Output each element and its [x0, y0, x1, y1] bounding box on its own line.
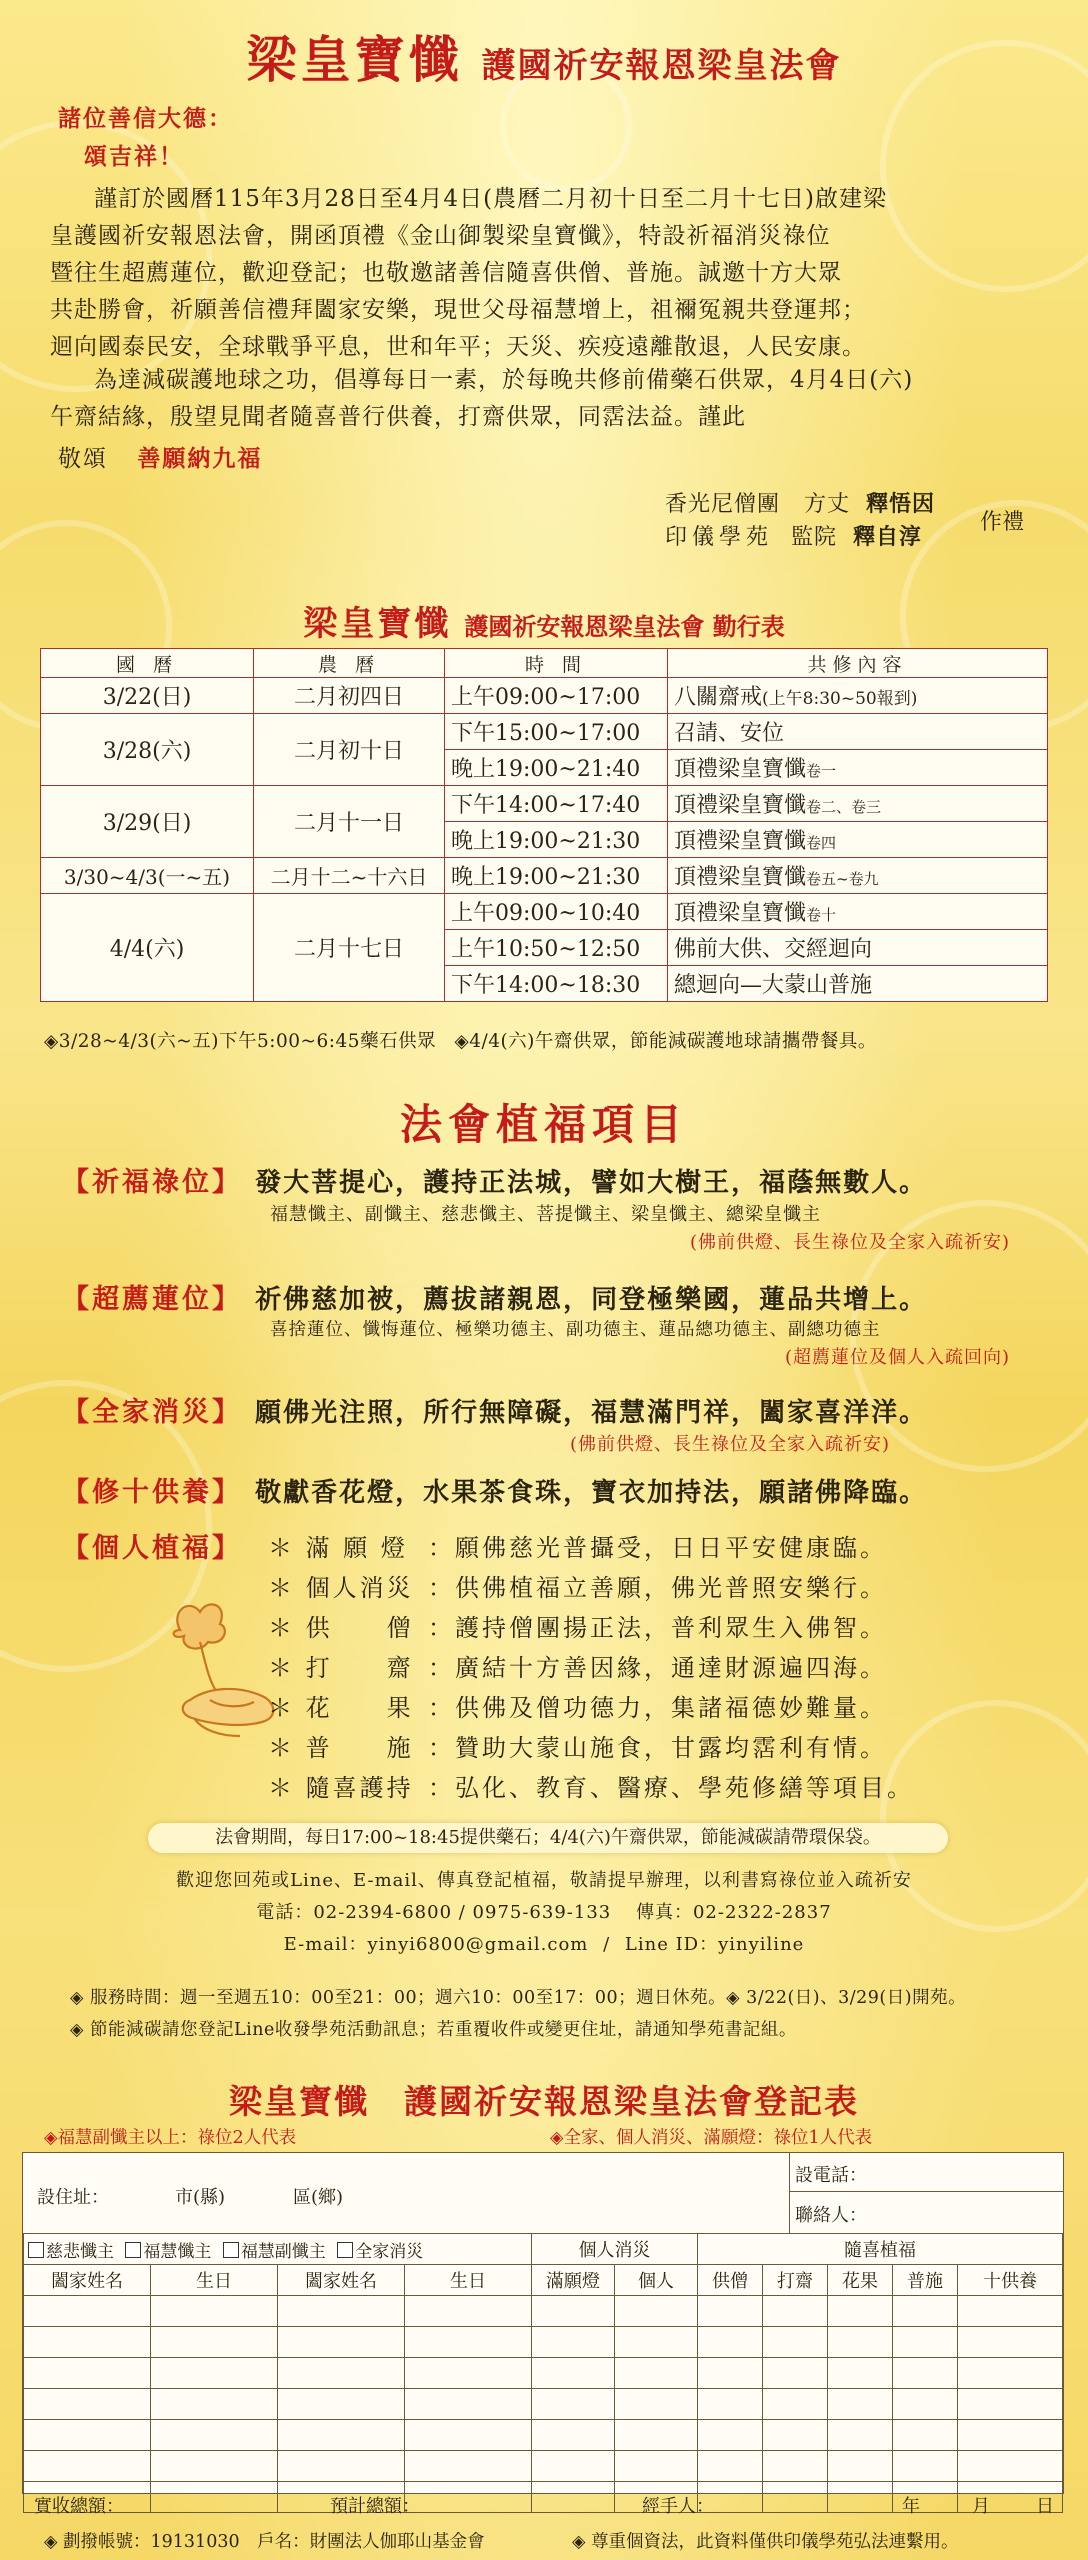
table-row [41, 894, 1048, 930]
cell-content: 頂禮梁皇寶懺卷四 [668, 822, 1048, 858]
cell-lunar: 二月十二~十六日 [254, 858, 445, 894]
contact-online: E-mail：yinyi6800@gmail.com / Line ID：yinyiline [283, 1934, 805, 1955]
table-row [41, 678, 1048, 714]
cell-time: 上午09:00~17:00 [445, 678, 668, 714]
closing-wish: 善願納九福 [137, 445, 263, 472]
list-item: ＊ 滿 願 燈 ：願佛慈光普攝受，日日平安健康臨。 [268, 1534, 887, 1562]
personal-label: 【個人植福】 [62, 1533, 242, 1564]
merit-item [62, 1160, 1052, 1199]
cell-content: 佛前大供、交經迴向 [668, 930, 1048, 966]
page-subtitle: 護國祈安報恩梁皇法會 [481, 46, 842, 86]
column-header: 個人 [615, 2265, 698, 2296]
cell-gregorian: 4/4(六) [41, 894, 254, 1002]
phone-link[interactable]: 02-2394-6800 / 0975-639-133 [313, 1902, 612, 1923]
schedule-title: 梁皇寶懺 [303, 604, 452, 644]
register-heading [0, 2076, 1088, 2123]
merit-item-note: (佛前供燈、長生祿位及全家入疏祈安) [689, 1232, 1010, 1253]
column-header: 生日 [151, 2265, 278, 2296]
schedule-subtitle: 護國祈安報恩梁皇法會 勤行表 [464, 612, 785, 641]
merit-item-text: 祈佛慈加被，薦拔諸親恩，同登極樂國，蓮品共增上。 [255, 1285, 928, 1315]
sign-org: 香光尼僧團 [665, 492, 781, 517]
merit-item-text: 願佛光注照，所行無障礙，福慧滿門祥，闔家喜洋洋。 [255, 1398, 928, 1428]
list-item: ＊ 花 果 ：供佛及僧功德力，集諸福德妙難量。 [268, 1694, 887, 1722]
totals-row [22, 2492, 1062, 2522]
list-item: ＊ 打 齋 ：廣結十方善因緣，通達財源遍四海。 [268, 1654, 887, 1682]
letter-line: 迴向國泰民安，全球戰爭平息，世和年平；天災、疾疫遠離散退，人民安康。 [50, 334, 866, 360]
estimate-label: 預計總額： [330, 2496, 420, 2517]
cell-time: 晚上19:00~21:30 [445, 858, 668, 894]
handler-label: 經手人： [642, 2496, 714, 2517]
merit-item-text: 敬獻香花燈，水果茶食珠，寶衣加持法，願諸佛降臨。 [255, 1478, 928, 1508]
cell-content: 頂禮梁皇寶懺卷一 [668, 750, 1048, 786]
letter-line: 共赴勝會，祈願善信禮拜闔家安樂，現世父母福慧增上，祖禰冤親共登運邦； [50, 297, 866, 323]
contact-phones: 電話：02-2394-6800 / 0975-639-133 傳真：02-2322-2837 [256, 1902, 832, 1923]
column-header: 供僧 [698, 2265, 763, 2296]
table-row [41, 858, 1048, 894]
checkbox-option[interactable]: 福慧懺主 [125, 2242, 211, 2262]
cell-time: 晚上19:00~21:40 [445, 750, 668, 786]
footnote: ◈3/28~4/3(六~五)下午5:00~6:45藥石供眾 [44, 1031, 437, 1052]
group-header: 隨喜植福 [698, 2234, 1063, 2265]
register-rule: ◈全家、個人消災、滿願燈：祿位1人代表 [550, 2128, 873, 2148]
letter-paragraph-2 [50, 362, 1050, 436]
contact-person-label: 聯絡人： [795, 2205, 867, 2226]
register-rule: ◈福慧副懺主以上：祿位2人代表 [44, 2128, 297, 2148]
cell-content: 頂禮梁皇寶懺卷二、卷三 [668, 786, 1048, 822]
cell-lunar: 二月十一日 [254, 786, 445, 858]
table-row[interactable] [24, 2389, 1063, 2420]
phone-field-label: 設電話： [795, 2165, 867, 2186]
email-link[interactable]: yinyi6800@gmail.com [367, 1934, 589, 1955]
letter-paragraph-1 [50, 181, 1050, 366]
cell-time: 上午09:00~10:40 [445, 894, 668, 930]
column-header: 普施 [893, 2265, 958, 2296]
blessing: 頌吉祥！ [84, 143, 184, 170]
table-row[interactable] [24, 2327, 1063, 2358]
schedule-heading [0, 596, 1088, 645]
table-row[interactable] [24, 2420, 1063, 2451]
column-header: 共修內容 [668, 649, 1048, 678]
cell-lunar: 二月初四日 [254, 678, 445, 714]
checkbox[interactable] [125, 2242, 141, 2258]
column-header: 闔家姓名 [278, 2265, 405, 2296]
sign-action: 作禮 [980, 510, 1025, 535]
column-header: 十供養 [958, 2265, 1063, 2296]
checkbox[interactable] [223, 2242, 239, 2258]
column-header: 闔家姓名 [24, 2265, 151, 2296]
total-label: 實收總額： [34, 2496, 124, 2517]
date-year: 年 [902, 2496, 920, 2517]
closing-label: 敬頌 [58, 446, 108, 472]
signature-block [665, 488, 935, 554]
cell-gregorian: 3/28(六) [41, 714, 254, 786]
merit-item-label: 【超薦蓮位】 [62, 1284, 242, 1315]
merit-item [62, 1390, 1052, 1429]
merit-item-label: 【修十供養】 [62, 1477, 242, 1508]
merit-item-label: 【祈福祿位】 [62, 1167, 242, 1198]
merit-heading [0, 1092, 1088, 1152]
service-hours: ◈ 服務時間：週一至週五10：00至21：00；週六10：00至17：00；週日休苑。◈ 3/22(日)、3/29(日)開苑。 [70, 1988, 967, 2008]
merit-item-note: (佛前供燈、長生祿位及全家入疏祈安) [570, 1434, 891, 1455]
checkbox-option[interactable]: 全家消災 [337, 2242, 423, 2262]
cell-content: 召請、安位 [668, 714, 1048, 750]
column-header: 滿願燈 [532, 2265, 615, 2296]
cell-time: 上午10:50~12:50 [445, 930, 668, 966]
schedule-footnotes [44, 1027, 877, 1053]
column-header: 時 間 [445, 649, 668, 678]
column-header: 打齋 [763, 2265, 828, 2296]
contact-line: 歡迎您回苑或Line、E-mail、傳真登記植福，敬請提早辦理，以利書寫祿位並入疏祈安 [176, 1870, 912, 1891]
date-month: 月 [972, 2496, 990, 2517]
fax-number: 02-2322-2837 [692, 1902, 832, 1923]
cell-content: 八關齋戒(上午8:30~50報到) [668, 678, 1048, 714]
address-section [23, 2153, 1063, 2234]
list-item: ＊ 普 施 ：贊助大蒙山施食，甘露均霑利有情。 [268, 1734, 887, 1762]
sign-title: 監院 [791, 525, 838, 550]
cell-time: 下午15:00~17:00 [445, 714, 668, 750]
list-item: ＊ 個人消災 ：供佛植福立善願，佛光普照安樂行。 [268, 1574, 887, 1602]
cell-content: 頂禮梁皇寶懺卷十 [668, 894, 1048, 930]
column-header: 生日 [405, 2265, 532, 2296]
register-table [23, 2233, 1063, 2513]
district-label: 區(鄉) [293, 2187, 344, 2208]
letter-line: 謹訂於國曆115年3月28日至4月4日(農曆二月初十日至二月十七日)啟建梁 [94, 186, 888, 212]
privacy-note: ◈ 尊重個資法，此資料僅供印儀學苑弘法連繫用。 [572, 2532, 959, 2552]
closing [58, 440, 262, 473]
check-row [24, 2234, 532, 2265]
merit-item [62, 1277, 1052, 1316]
bank-info: ◈ 劃撥帳號：19131030 戶名：財團法人伽耶山基金會 [44, 2532, 485, 2552]
sign-org: 印儀學苑 [665, 525, 774, 550]
list-item: ＊ 供 僧 ：護持僧團揚正法，普利眾生入佛智。 [268, 1614, 887, 1642]
merit-item-sub: 喜捨蓮位、懺悔蓮位、極樂功德主、副功德主、蓮品總功德主、副總功德主 [270, 1320, 881, 1340]
merit-item-note: (超薦蓮位及個人入疏回向) [784, 1347, 1010, 1368]
merit-title: 法會植福項目 [399, 1100, 688, 1149]
register-title: 梁皇寶懺 護國祈安報恩梁皇法會登記表 [229, 2082, 859, 2121]
notice-banner: 法會期間，每日17:00~18:45提供藥石；4/4(六)午齋供眾，節能減碳請帶環保袋。 [148, 1823, 948, 1853]
cell-time: 下午14:00~18:30 [445, 966, 668, 1002]
merit-item-label: 【全家消災】 [62, 1397, 242, 1428]
sign-name: 釋悟因 [866, 491, 936, 517]
checkbox[interactable] [337, 2242, 353, 2258]
register-form [22, 2152, 1064, 2494]
cell-time: 下午14:00~17:40 [445, 786, 668, 822]
letter-line: 為達減碳護地球之功，倡導每日一素，於每晚共修前備藥石供眾，4月4日(六) [94, 367, 914, 393]
column-header: 農 曆 [254, 649, 445, 678]
eco-notice: ◈ 節能減碳請您登記Line收發學苑活動訊息；若重覆收件或變更住址，請通知學苑書記組。 [70, 2020, 797, 2040]
column-header: 國 曆 [41, 649, 254, 678]
cell-time: 晚上19:00~21:30 [445, 822, 668, 858]
cell-gregorian: 3/29(日) [41, 786, 254, 858]
checkbox-option[interactable]: 福慧副懺主 [223, 2242, 326, 2262]
letter-line: 午齋結緣，殷望見聞者隨喜普行供養，打齋供眾，同霑法益。謹此 [50, 404, 746, 430]
header [0, 20, 1088, 92]
cell-content: 頂禮梁皇寶懺卷五~卷九 [668, 858, 1048, 894]
merit-item [62, 1470, 1052, 1509]
city-label: 市(縣) [175, 2187, 226, 2208]
checkbox-option[interactable]: 慈悲懺主 [28, 2242, 114, 2262]
date-day: 日 [1036, 2496, 1054, 2517]
table-row[interactable] [24, 2358, 1063, 2389]
page-title: 梁皇寶懺 [246, 30, 463, 89]
cell-content: 總迴向—大蒙山普施 [668, 966, 1048, 1002]
letter-line: 暨往生超薦蓮位，歡迎登記；也敬邀諸善信隨喜供僧、普施。誠邀十方大眾 [50, 260, 842, 286]
cell-gregorian: 3/30~4/3(一~五) [41, 858, 254, 894]
list-item: ＊ 隨喜護持 ：弘化、教育、醫療、學苑修繕等項目。 [268, 1774, 914, 1802]
merit-item-text: 發大菩提心，護持正法城，譬如大樹王，福蔭無數人。 [255, 1168, 928, 1198]
cell-lunar: 二月初十日 [254, 714, 445, 786]
table-row[interactable] [24, 2296, 1063, 2327]
footnote: ◈4/4(六)午齋供眾，節能減碳護地球請攜帶餐具。 [454, 1031, 877, 1052]
greeting: 諸位善信大德： [58, 105, 233, 132]
line-id: yinyiline [718, 1934, 805, 1955]
checkbox[interactable] [28, 2242, 44, 2258]
cell-lunar: 二月十七日 [254, 894, 445, 1002]
schedule-table [40, 648, 1048, 1002]
cell-gregorian: 3/22(日) [41, 678, 254, 714]
letter-line: 皇護國祈安報恩法會，開函頂禮《金山御製梁皇寶懺》，特設祈福消災祿位 [50, 223, 831, 249]
table-row [41, 786, 1048, 822]
address-label: 設住址： [37, 2187, 109, 2208]
table-header-row [41, 649, 1048, 678]
group-header: 個人消災 [532, 2234, 698, 2265]
sign-title: 方丈 [804, 492, 851, 517]
table-row[interactable] [24, 2451, 1063, 2482]
personal-list [268, 1528, 1058, 1808]
column-header: 花果 [828, 2265, 893, 2296]
sign-name: 釋自淳 [853, 524, 923, 550]
table-row [41, 714, 1048, 750]
merit-item-sub: 福慧懺主、副懺主、慈悲懺主、菩提懺主、梁皇懺主、總梁皇懺主 [270, 1204, 821, 1225]
